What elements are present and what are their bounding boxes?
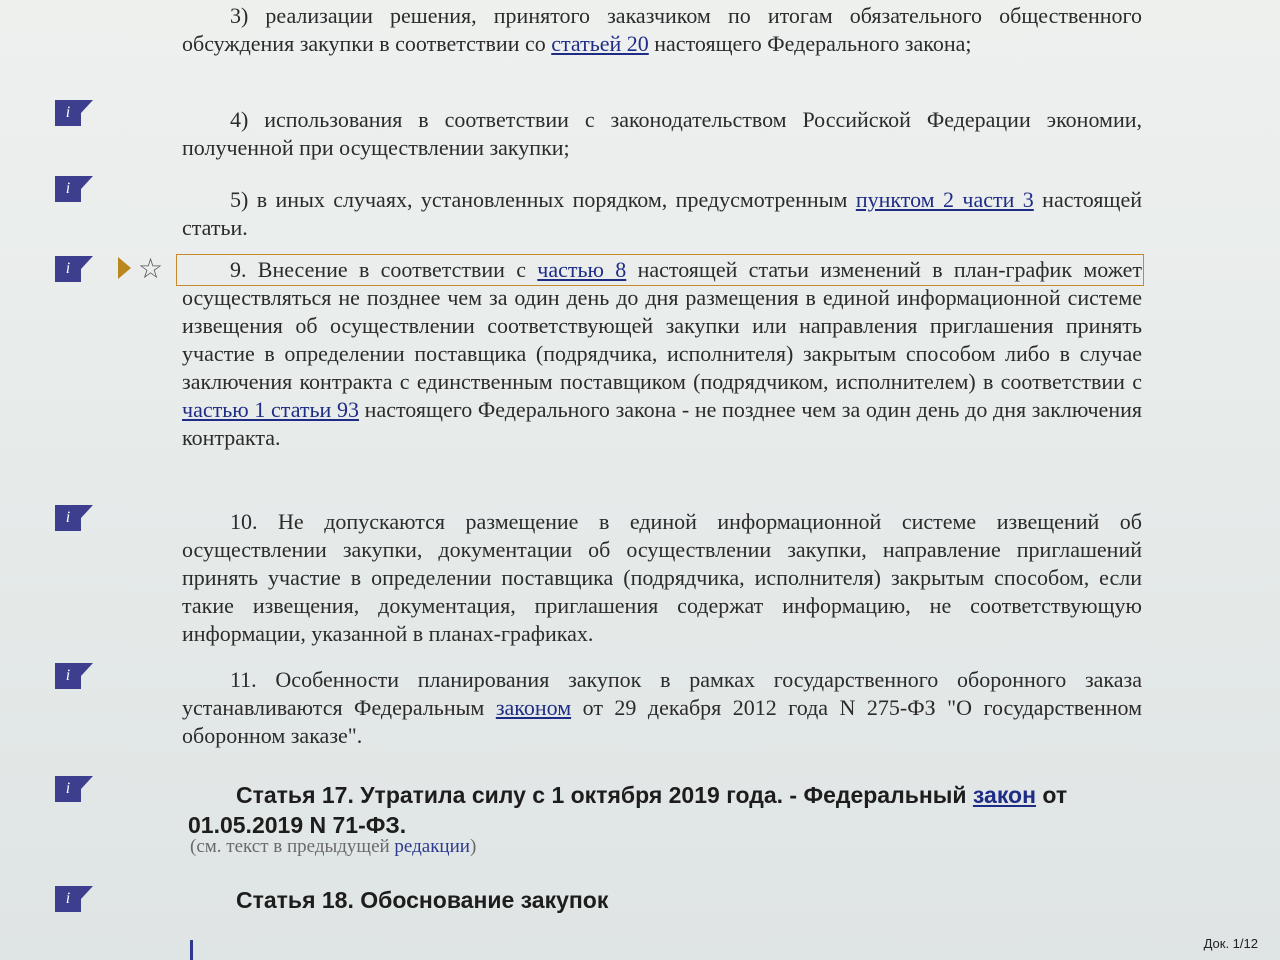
link-previous-edition[interactable]: редакции — [394, 836, 470, 857]
info-icon[interactable]: i — [55, 776, 93, 802]
info-icon[interactable]: i — [55, 176, 93, 202]
article-18-heading: Статья 18. Обоснование закупок — [236, 887, 609, 913]
info-icon[interactable]: i — [55, 256, 93, 282]
previous-edition-note: (см. текст в предыдущей редакции) — [190, 836, 477, 857]
next-paragraph-marker — [190, 940, 213, 960]
clause-5: 5) в иных случаях, установленных порядком, предусмотренным пунктом 2 части 3 настоящей статьи. — [182, 187, 1142, 240]
info-icon[interactable]: i — [55, 505, 93, 531]
clause-4: 4) использования в соответствии с законодательством Российской Федерации экономии, полученной при осуществлении закупки; — [182, 107, 1142, 160]
info-icon[interactable]: i — [55, 663, 93, 689]
article-17-heading: Статья 17. Утратила силу с 1 октября 2019 года. - Федеральный закон от 01.05.2019 N 71-ФЗ. — [188, 782, 1068, 838]
paragraph-9: 9. Внесение в соответствии с частью 8 настоящей статьи изменений в план-график может осуществляться не позднее чем за один день до дня размещения в единой информационной системе извещения об осуществлении соответствующей закупки или направления приглашения принять участие в определении поставщика (подрядчика, исполнителя) закрытым способом либо в случае заключения контракта с единственным поставщиком (подрядчиком, исполнителем) в соответствии с частью 1 статьи 93 настоящего Федерального закона - не позднее чем за один день до дня заключения контракта. — [182, 257, 1142, 450]
link-part-1-article-93[interactable]: частью 1 статьи 93 — [182, 397, 359, 422]
paragraph-10: 10. Не допускаются размещение в единой информационной системе извещений об осуществлении закупки, документации об осуществлении закупки, направление приглашений принять участие в определении поставщика (подрядчика, исполнителя) закрытым способом, если такие извещения, документация, приглашения содержат информацию, не соответствующую информации, указанной в планах-графиках. — [182, 509, 1142, 646]
clause-3: 3) реализации решения, принятого заказчиком по итогам обязательного общественного обсуждения закупки в соответствии со статьей 20 настоящего Федерального закона; — [182, 3, 1142, 56]
link-law-71[interactable]: закон — [972, 782, 1036, 808]
paragraph-11: 11. Особенности планирования закупок в рамках государственного оборонного заказа устанавливаются Федеральным законом от 29 декабря 2012 года N 275-ФЗ "О государственном оборонном заказе". — [182, 667, 1142, 748]
link-item-2-part-3[interactable]: пунктом 2 части 3 — [855, 187, 1034, 212]
link-part-8[interactable]: частью 8 — [537, 257, 627, 282]
bookmark-star-icon[interactable]: ☆ — [138, 252, 164, 285]
current-position-arrow-icon — [118, 257, 131, 279]
info-icon[interactable]: i — [55, 100, 93, 126]
document-counter: Док. 1/12 — [1203, 936, 1258, 951]
link-article-20[interactable]: статьей 20 — [551, 31, 649, 56]
info-icon[interactable]: i — [55, 886, 93, 912]
link-law-275[interactable]: законом — [495, 695, 572, 720]
